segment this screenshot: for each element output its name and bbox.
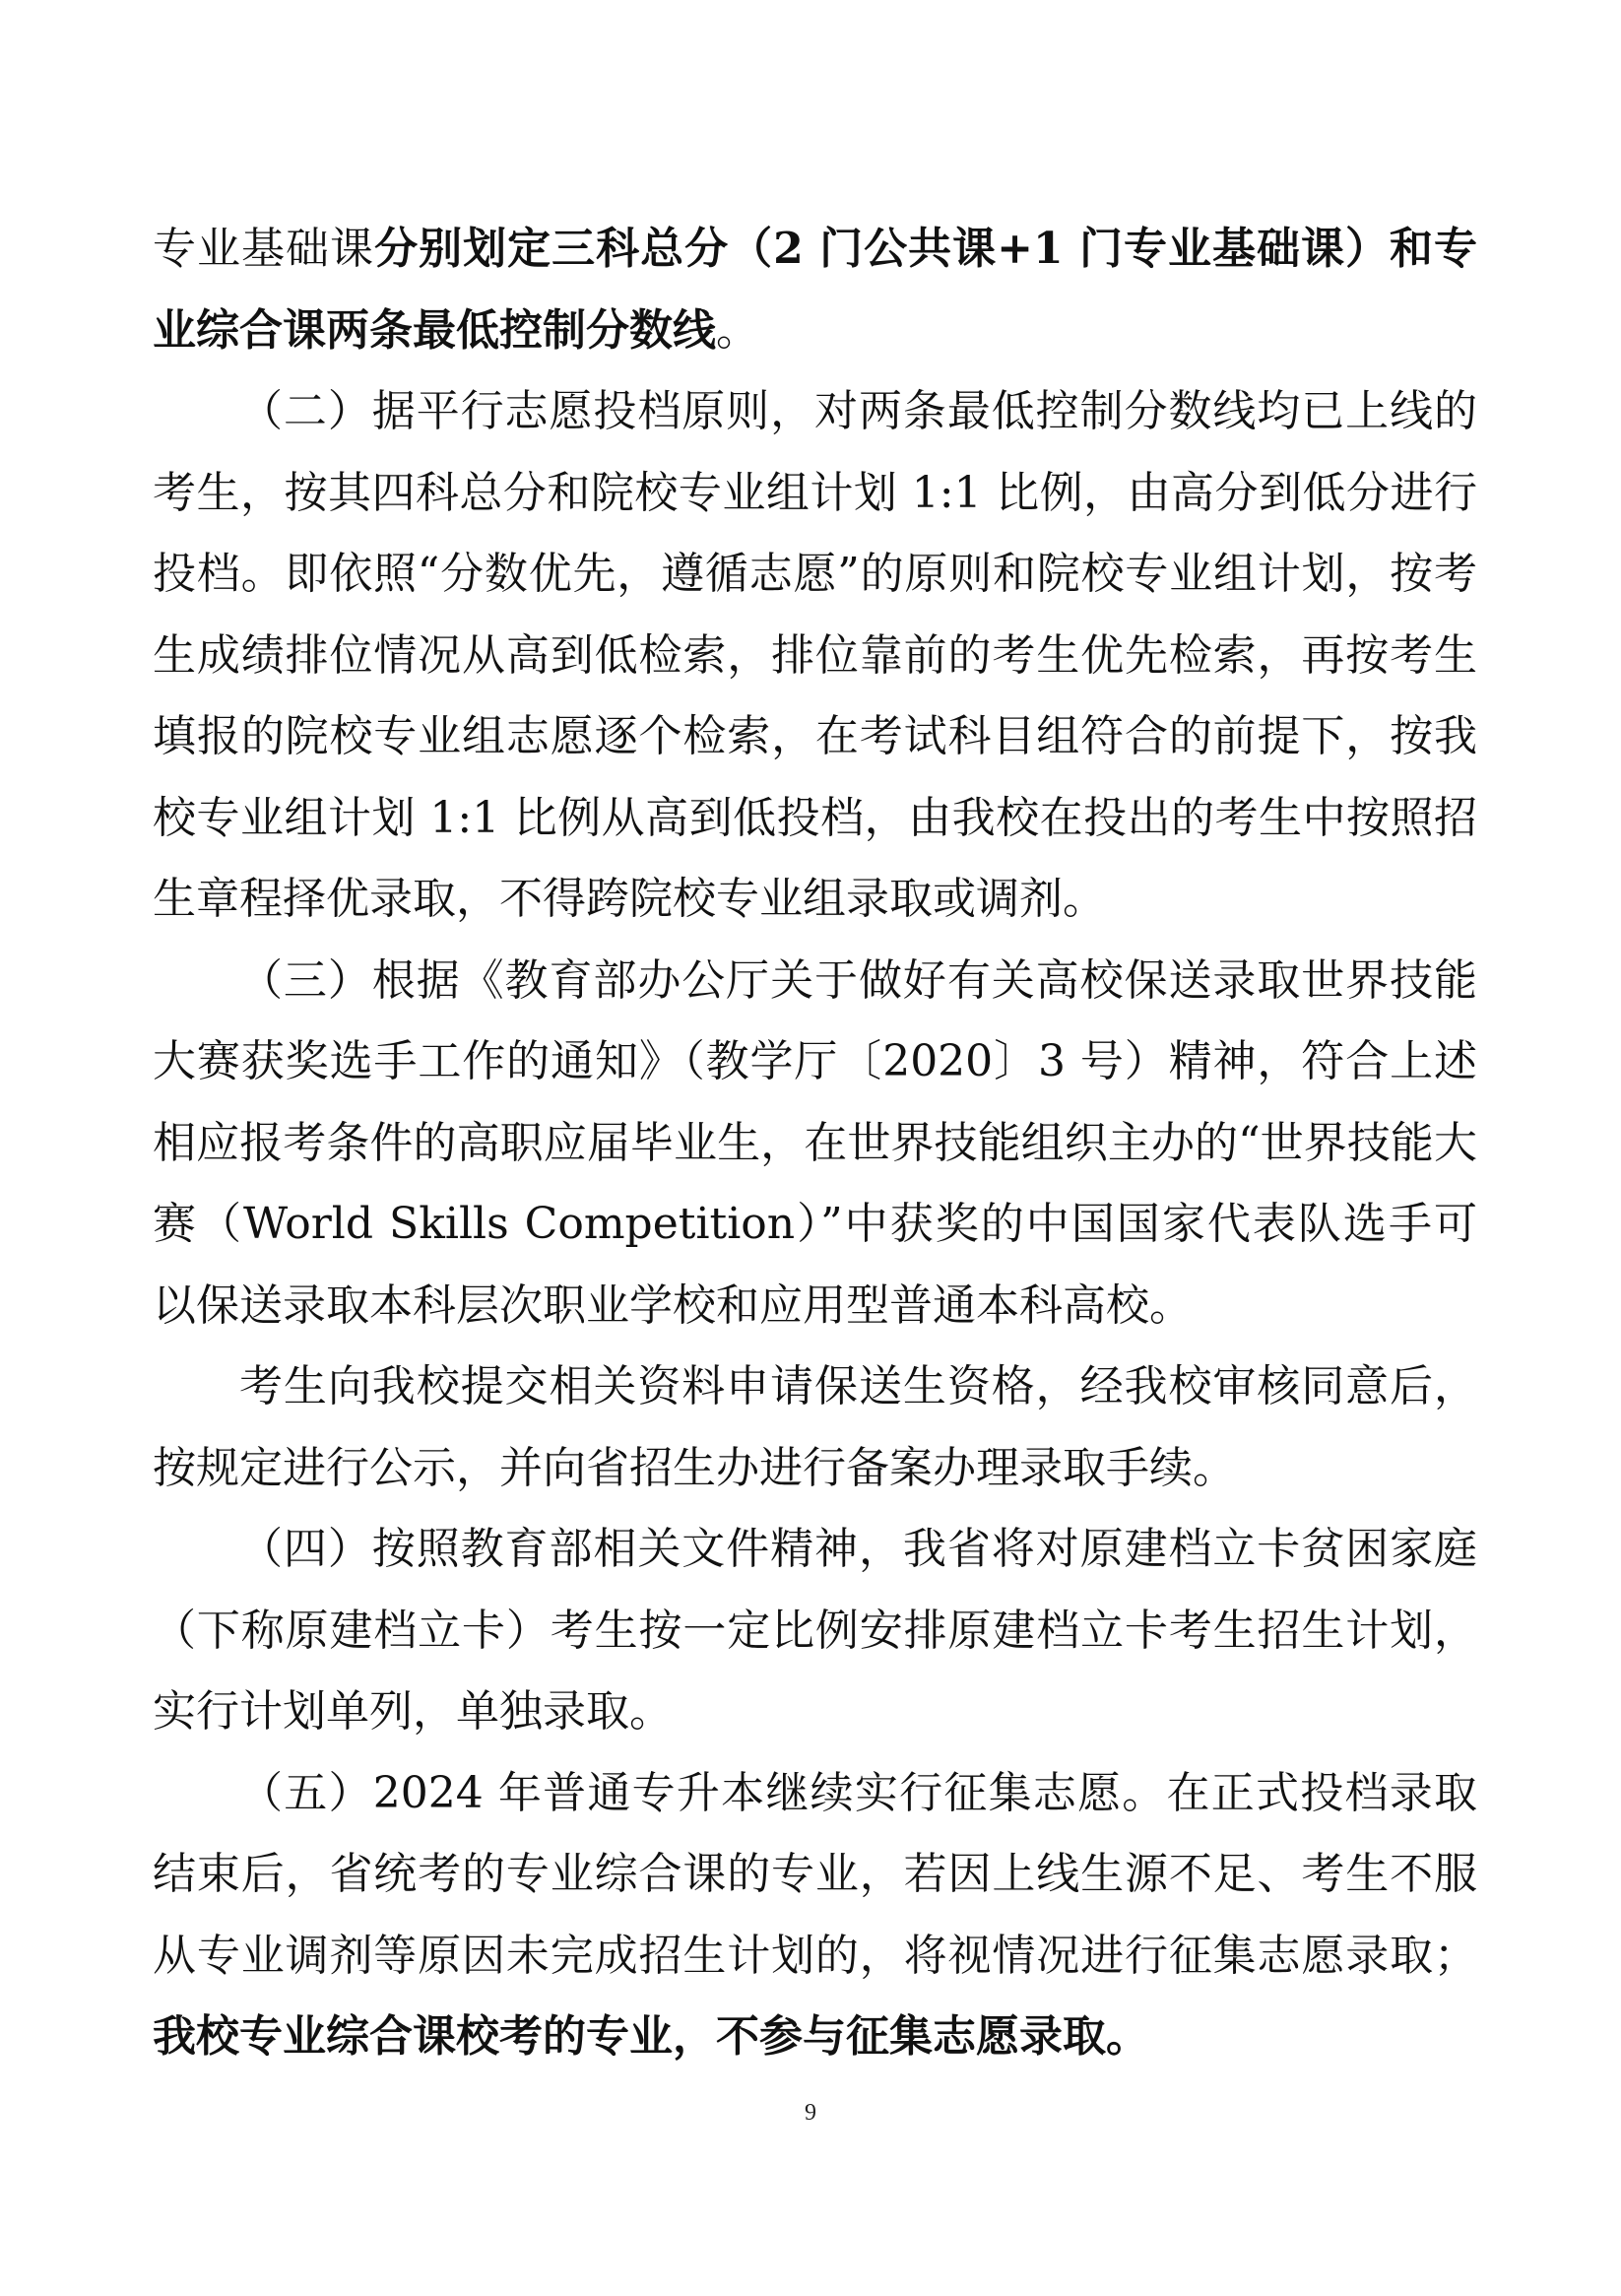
page-number: 9 [805, 2100, 816, 2126]
text-segment: 。 [716, 304, 759, 356]
text-segment: 考生向我校提交相关资料申请保送生资格，经我校审核同意后，按规定进行公示，并向省招生办进行备案办理录取手续。 [153, 1361, 1477, 1493]
paragraph-section-2 [153, 371, 1477, 941]
text-segment: 专业基础课 [153, 224, 375, 274]
paragraph-continuation [153, 209, 1477, 371]
text-segment: （四）按照教育部相关文件精神，我省将对原建档立卡贫困家庭（下称原建档立卡）考生按一定比例安排原建档立卡考生招生计划，实行计划单列，单独录取。 [153, 1524, 1477, 1737]
paragraph-section-3 [153, 941, 1477, 1347]
paragraph-section-5 [153, 1753, 1477, 2078]
paragraph-recommendation [153, 1346, 1477, 1509]
bold-text-segment: 我校专业综合课校考的专业，不参与征集志愿录取。 [153, 2011, 1149, 2062]
text-segment: （二）据平行志愿投档原则，对两条最低控制分数线均已上线的考生，按其四科总分和院校专业组计划 1:1 比例，由高分到低分进行投档。即依照“分数优先，遵循志愿”的原则和院校专业组计划，按考生成绩排位情况从高到低检索，排位靠前的考生优先检索，再按考生填报的院校专业组志愿逐个检索，在考试科目组符合的前提下，按我校专业组计划 1:1 比例从高到低投档，由我校在投出的考生中按照招生章程择优录取，不得跨院校专业组录取或调剂。 [153, 386, 1477, 924]
text-segment: （五）2024 年普通专升本继续实行征集志愿。在正式投档录取结束后，省统考的专业综合课的专业，若因上线生源不足、考生不服从专业调剂等原因未完成招生计划的，将视情况进行征集志愿录取； [153, 1767, 1477, 1981]
text-segment: （三）根据《教育部办公厅关于做好有关高校保送录取世界技能大赛获奖选手工作的通知》（教学厅〔2020〕3 号）精神，符合上述相应报考条件的高职应届毕业生，在世界技能组织主办的“世界技能大赛（World Skills Competition）”中获奖的中国国家代表队选手可以保送录取本科层次职业学校和应用型普通本科高校。 [153, 954, 1477, 1331]
paragraph-section-4 [153, 1509, 1477, 1753]
bold-text-segment: 分别划定三科总分（2 门公共课+1 门专业基础课）和专业综合课两条最低控制分数线 [153, 224, 1478, 356]
body-text [153, 209, 1477, 2078]
